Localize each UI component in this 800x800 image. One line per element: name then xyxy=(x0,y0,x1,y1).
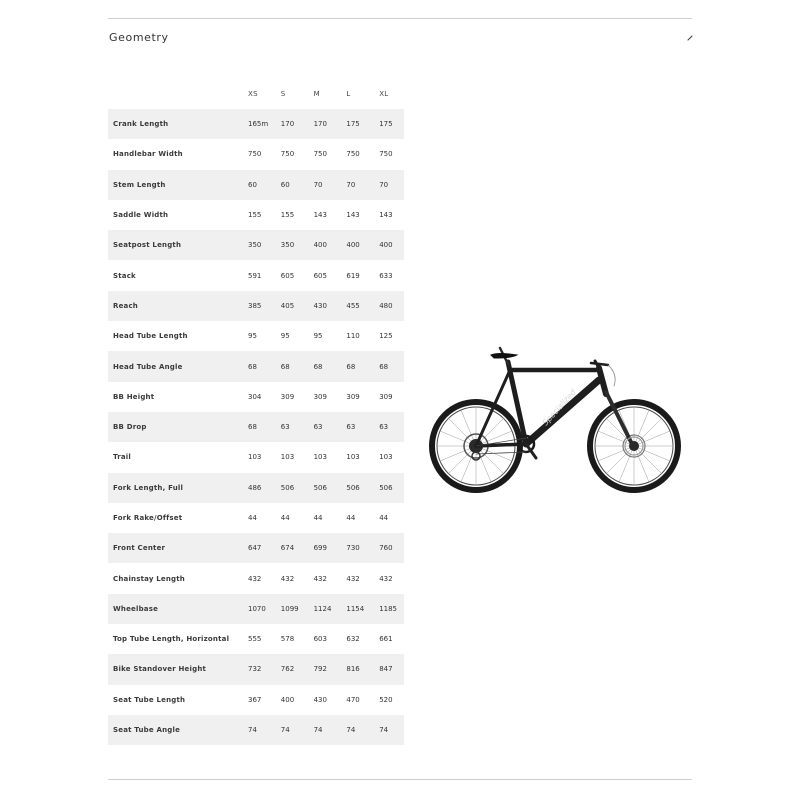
cell-value: 68 xyxy=(240,351,273,381)
cell-value: 70 xyxy=(306,170,339,200)
row-label: Seatpost Length xyxy=(108,230,240,260)
row-label: Stem Length xyxy=(108,170,240,200)
row-label: Handlebar Width xyxy=(108,139,240,169)
cell-value: 125 xyxy=(371,321,404,351)
row-label: Head Tube Angle xyxy=(108,351,240,381)
cell-value: 506 xyxy=(273,473,306,503)
cell-value: 1099 xyxy=(273,594,306,624)
cell-value: 605 xyxy=(273,260,306,290)
geometry-table xyxy=(108,79,404,745)
bike-frame xyxy=(476,348,632,446)
table-row xyxy=(108,442,404,472)
cell-value: 68 xyxy=(240,412,273,442)
table-row xyxy=(108,654,404,684)
cell-value: 68 xyxy=(371,351,404,381)
cell-value: 63 xyxy=(273,412,306,442)
cell-value: 591 xyxy=(240,260,273,290)
table-row xyxy=(108,715,404,745)
row-label: Fork Length, Full xyxy=(108,473,240,503)
cell-value: 699 xyxy=(306,533,339,563)
cell-value: 143 xyxy=(338,200,371,230)
cell-value: 730 xyxy=(338,533,371,563)
row-label: Head Tube Length xyxy=(108,321,240,351)
cell-value: 816 xyxy=(338,654,371,684)
cell-value: 103 xyxy=(371,442,404,472)
cell-value: 1070 xyxy=(240,594,273,624)
row-label: BB Height xyxy=(108,382,240,412)
row-label: Seat Tube Angle xyxy=(108,715,240,745)
cell-value: 103 xyxy=(273,442,306,472)
cell-value: 103 xyxy=(306,442,339,472)
size-header: M xyxy=(313,90,320,98)
cell-value: 847 xyxy=(371,654,404,684)
table-row xyxy=(108,382,404,412)
cell-value: 95 xyxy=(273,321,306,351)
cell-value: 661 xyxy=(371,624,404,654)
size-header: L xyxy=(346,90,351,98)
row-label: Fork Rake/Offset xyxy=(108,503,240,533)
table-row xyxy=(108,200,404,230)
cell-value: 155 xyxy=(273,200,306,230)
cell-value: 762 xyxy=(273,654,306,684)
cell-value: 44 xyxy=(371,503,404,533)
cell-value: 309 xyxy=(306,382,339,412)
row-label: Crank Length xyxy=(108,109,240,139)
cell-value: 103 xyxy=(240,442,273,472)
cell-value: 506 xyxy=(306,473,339,503)
table-row xyxy=(108,412,404,442)
cell-value: 400 xyxy=(306,230,339,260)
cell-value: 674 xyxy=(273,533,306,563)
cell-value: 44 xyxy=(240,503,273,533)
cell-value: 432 xyxy=(273,563,306,593)
cell-value: 430 xyxy=(306,291,339,321)
cell-value: 63 xyxy=(338,412,371,442)
row-label: Reach xyxy=(108,291,240,321)
cell-value: 70 xyxy=(371,170,404,200)
cell-value: 170 xyxy=(306,109,339,139)
cell-value: 350 xyxy=(240,230,273,260)
cell-value: 506 xyxy=(371,473,404,503)
cell-value: 578 xyxy=(273,624,306,654)
row-label: Top Tube Length, Horizontal xyxy=(108,624,240,654)
cell-value: 70 xyxy=(338,170,371,200)
cell-value: 506 xyxy=(338,473,371,503)
cell-value: 74 xyxy=(306,715,339,745)
row-label: Wheelbase xyxy=(108,594,240,624)
cell-value: 63 xyxy=(371,412,404,442)
cell-value: 647 xyxy=(240,533,273,563)
table-row xyxy=(108,139,404,169)
table-row xyxy=(108,685,404,715)
front-wheel xyxy=(590,402,678,490)
cell-value: 432 xyxy=(306,563,339,593)
drivetrain xyxy=(472,436,643,460)
table-row xyxy=(108,473,404,503)
table-row xyxy=(108,503,404,533)
geometry-table-body xyxy=(108,109,404,745)
cell-value: 619 xyxy=(338,260,371,290)
cell-value: 60 xyxy=(240,170,273,200)
cell-value: 750 xyxy=(371,139,404,169)
cell-value: 633 xyxy=(371,260,404,290)
section-title[interactable]: Geometry xyxy=(109,31,169,44)
table-row xyxy=(108,170,404,200)
size-header: XL xyxy=(379,90,389,98)
chevron-up-icon[interactable] xyxy=(686,34,694,42)
cell-value: 60 xyxy=(273,170,306,200)
cell-value: 44 xyxy=(338,503,371,533)
cell-value: 1154 xyxy=(338,594,371,624)
cell-value: 480 xyxy=(371,291,404,321)
cell-value: 603 xyxy=(306,624,339,654)
cell-value: 732 xyxy=(240,654,273,684)
table-row xyxy=(108,624,404,654)
cell-value: 760 xyxy=(371,533,404,563)
cell-value: 309 xyxy=(338,382,371,412)
cell-value: 74 xyxy=(338,715,371,745)
cell-value: 74 xyxy=(371,715,404,745)
cell-value: 750 xyxy=(306,139,339,169)
bottom-divider xyxy=(108,779,692,780)
cell-value: 792 xyxy=(306,654,339,684)
cell-value: 44 xyxy=(273,503,306,533)
cell-value: 74 xyxy=(240,715,273,745)
cell-value: 63 xyxy=(306,412,339,442)
cell-value: 750 xyxy=(273,139,306,169)
cell-value: 1185 xyxy=(371,594,404,624)
size-header-row xyxy=(108,79,404,109)
cell-value: 367 xyxy=(240,685,273,715)
size-header: XS xyxy=(248,90,258,98)
row-label: Trail xyxy=(108,442,240,472)
table-row xyxy=(108,321,404,351)
cell-value: 44 xyxy=(306,503,339,533)
table-row xyxy=(108,594,404,624)
cell-value: 309 xyxy=(371,382,404,412)
cell-value: 95 xyxy=(240,321,273,351)
table-row xyxy=(108,533,404,563)
cell-value: 350 xyxy=(273,230,306,260)
row-label: Seat Tube Length xyxy=(108,685,240,715)
top-divider xyxy=(108,18,692,19)
table-row xyxy=(108,109,404,139)
cell-value: 175 xyxy=(338,109,371,139)
cell-value: 400 xyxy=(371,230,404,260)
table-row xyxy=(108,291,404,321)
cell-value: 405 xyxy=(273,291,306,321)
row-label: Saddle Width xyxy=(108,200,240,230)
cell-value: 103 xyxy=(338,442,371,472)
cell-value: 304 xyxy=(240,382,273,412)
cell-value: 68 xyxy=(273,351,306,381)
row-label: Stack xyxy=(108,260,240,290)
cell-value: 170 xyxy=(273,109,306,139)
cell-value: 143 xyxy=(306,200,339,230)
cell-value: 605 xyxy=(306,260,339,290)
row-label: Bike Standover Height xyxy=(108,654,240,684)
cell-value: 74 xyxy=(273,715,306,745)
cell-value: 455 xyxy=(338,291,371,321)
bike-image xyxy=(428,346,692,502)
header-corner xyxy=(108,79,240,109)
cell-value: 750 xyxy=(338,139,371,169)
table-row xyxy=(108,260,404,290)
table-row xyxy=(108,351,404,381)
cell-value: 432 xyxy=(338,563,371,593)
row-label: Chainstay Length xyxy=(108,563,240,593)
table-row xyxy=(108,230,404,260)
cell-value: 143 xyxy=(371,200,404,230)
cell-value: 430 xyxy=(306,685,339,715)
cell-value: 68 xyxy=(306,351,339,381)
cell-value: 750 xyxy=(240,139,273,169)
cell-value: 309 xyxy=(273,382,306,412)
cell-value: 385 xyxy=(240,291,273,321)
cell-value: 632 xyxy=(338,624,371,654)
cell-value: 400 xyxy=(273,685,306,715)
cell-value: 155 xyxy=(240,200,273,230)
frame-brand-text: Specialized xyxy=(540,387,578,428)
size-header: S xyxy=(280,90,286,98)
cell-value: 68 xyxy=(338,351,371,381)
cell-value: 110 xyxy=(338,321,371,351)
cell-value: 1124 xyxy=(306,594,339,624)
cell-value: 165m xyxy=(240,109,273,139)
cell-value: 95 xyxy=(306,321,339,351)
cell-value: 470 xyxy=(338,685,371,715)
cell-value: 486 xyxy=(240,473,273,503)
cell-value: 175 xyxy=(371,109,404,139)
row-label: BB Drop xyxy=(108,412,240,442)
cell-value: 432 xyxy=(240,563,273,593)
table-row xyxy=(108,563,404,593)
row-label: Front Center xyxy=(108,533,240,563)
cell-value: 520 xyxy=(371,685,404,715)
cell-value: 555 xyxy=(240,624,273,654)
cell-value: 432 xyxy=(371,563,404,593)
cell-value: 400 xyxy=(338,230,371,260)
